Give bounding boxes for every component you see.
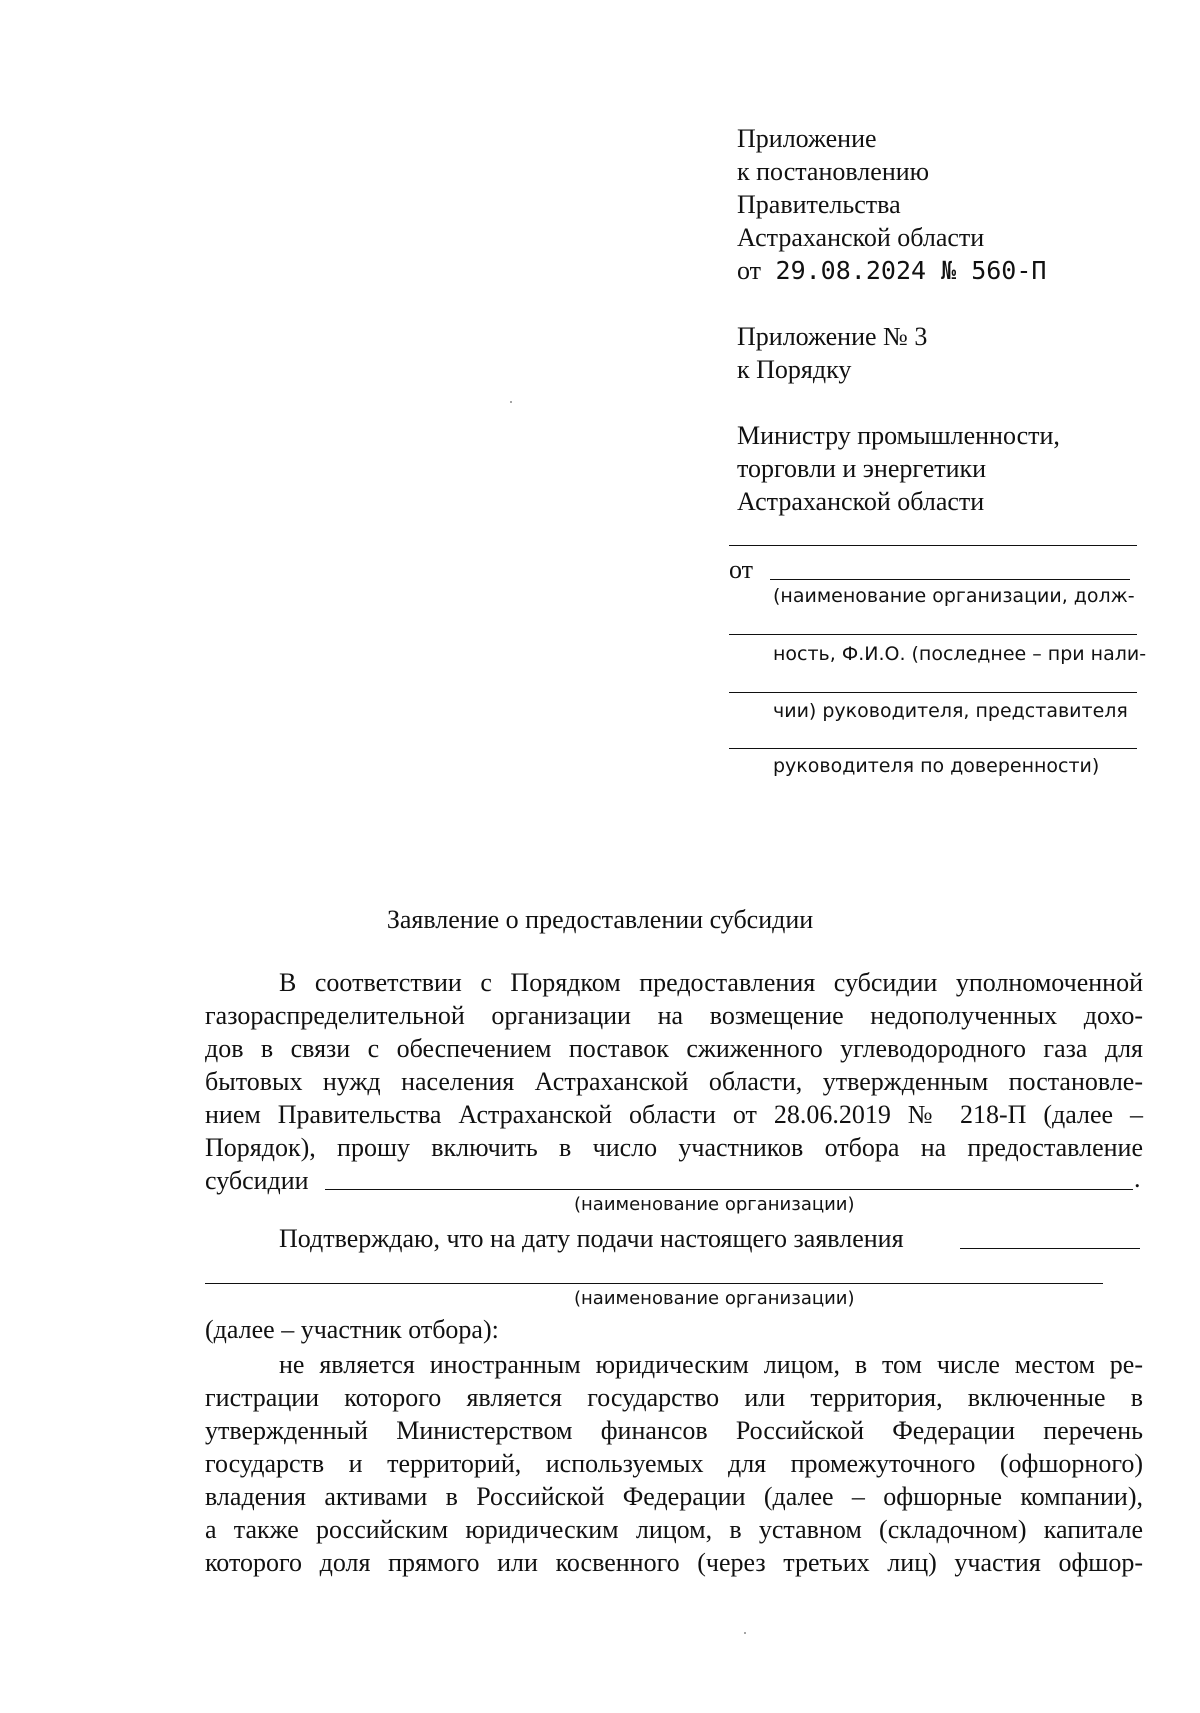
para1-line-1: В соответствии с Порядком предоставления субсидии уполномоченной [279, 968, 1143, 997]
para2-after: (далее – участник отбора): [205, 1315, 499, 1344]
scan-speck [744, 1632, 746, 1634]
org-name-blank-1 [325, 1189, 1133, 1190]
para3-line-4: государств и территорий, используемых для промежуточного (офшорного) [205, 1449, 1143, 1478]
applicant-blank-line-4 [729, 748, 1137, 749]
para3-line-6: а также российским юридическим лицом, в уставном (складочном) капитале [205, 1515, 1143, 1544]
para1-line-6: Порядок), прошу включить в число участников отбора на предоставление [205, 1133, 1143, 1162]
appendix-line-3: Правительства [737, 190, 901, 219]
para1-line-5: нием Правительства Астраханской области от 28.06.2019 № 218-П (далее – [205, 1100, 1143, 1129]
applicant-blank-line-0 [729, 545, 1137, 546]
para2-line: Подтверждаю, что на дату подачи настоящего заявления [279, 1224, 904, 1253]
appendix3-line-2: к Порядку [737, 355, 852, 384]
date-prefix: от [737, 256, 762, 285]
scan-speck [510, 401, 512, 403]
applicant-caption-3: чии) руководителя, представителя [773, 700, 1128, 722]
document-title: Заявление о предоставлении субсидии [386, 905, 814, 934]
date-stamp: 29.08.2024 № 560-П [775, 256, 1047, 285]
para3-line-2: гистрации которого является государство или территория, включенные в [205, 1383, 1143, 1412]
para1-line-4: бытовых нужд населения Астраханской области, утвержденным постановле- [205, 1067, 1143, 1096]
recipient-line-1: Министру промышленности, [737, 421, 1060, 450]
appendix3-line-1: Приложение № 3 [737, 322, 928, 351]
applicant-blank-line-1 [770, 579, 1130, 580]
para1-end: . [1134, 1164, 1141, 1193]
para1-line-3: дов в связи с обеспечением поставок сжиженного углеводородного газа для [205, 1034, 1143, 1063]
applicant-caption-1: (наименование организации, долж- [773, 585, 1135, 607]
para3-line-7: которого доля прямого или косвенного (через третьих лиц) участия офшор- [205, 1548, 1143, 1577]
applicant-blank-line-3 [729, 692, 1137, 693]
recipient-line-3: Астраханской области [737, 487, 985, 516]
para3-line-1: не является иностранным юридическим лицом, в том числе местом ре- [279, 1350, 1143, 1379]
appendix-line-1: Приложение [737, 124, 877, 153]
recipient-line-2: торговли и энергетики [737, 454, 987, 483]
para3-line-5: владения активами в Российской Федерации (далее – офшорные компании), [205, 1482, 1143, 1511]
appendix-line-2: к постановлению [737, 157, 930, 186]
org-name-blank-2a [960, 1248, 1140, 1249]
applicant-caption-4: руководителя по доверенности) [773, 755, 1100, 777]
para3-line-3: утвержденный Министерством финансов Российской Федерации перечень [205, 1416, 1143, 1445]
org-name-blank-2b [205, 1283, 1103, 1284]
from-label: от [729, 555, 754, 584]
para1-line-2: газораспределительной организации на возмещение недополученных дохо- [205, 1001, 1143, 1030]
applicant-caption-2: ность, Ф.И.О. (последнее – при нали- [773, 643, 1147, 665]
caption-org-1: (наименование организации) [574, 1194, 855, 1215]
para1-last: субсидии [205, 1166, 309, 1195]
resolution-date-line [737, 254, 1046, 287]
appendix-line-4: Астраханской области [737, 223, 985, 252]
caption-org-2: (наименование организации) [574, 1288, 855, 1309]
applicant-blank-line-2 [729, 634, 1137, 635]
